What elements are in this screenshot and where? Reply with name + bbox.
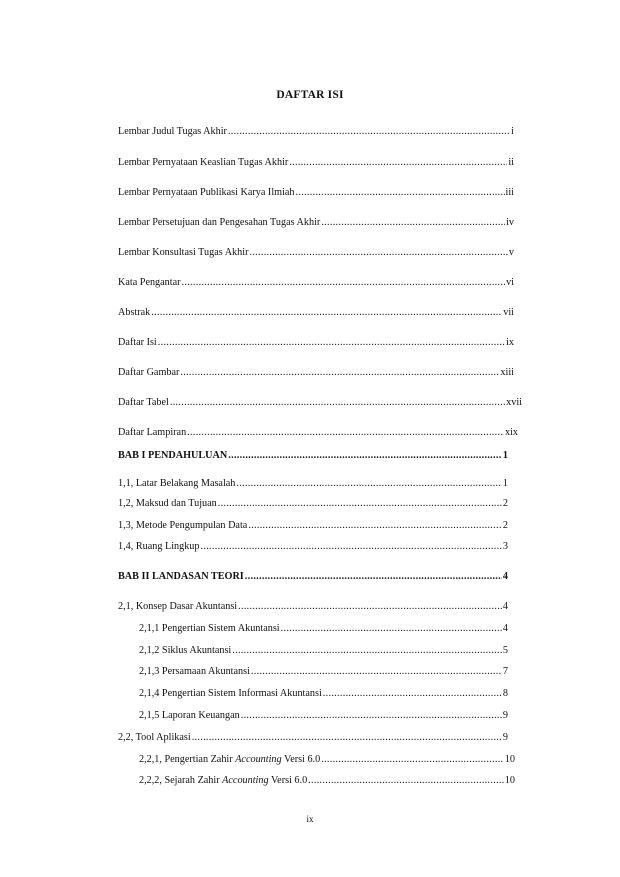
toc-entry-text: 2,1,4 Pengertian Sistem Informasi Akuntansi: [139, 688, 322, 699]
toc-entry-text: Daftar Lampiran: [118, 427, 187, 438]
toc-entry-text: Daftar Tabel: [118, 397, 169, 408]
toc-entry: [118, 156, 514, 170]
toc-leader-dots: [151, 306, 502, 320]
toc-entry: [118, 396, 522, 410]
toc-entry-text: 2,1,5 Laporan Keuangan: [139, 710, 240, 721]
toc-leader-dots: [245, 570, 502, 584]
toc-entry-text: 2,1,1 Pengertian Sistem Akuntansi: [139, 623, 280, 634]
toc-entry-text-italic: Accounting: [222, 775, 269, 786]
page-title: DAFTAR ISI: [276, 89, 344, 101]
toc-entry-text: Lembar Pernyataan Keaslian Tugas Akhir: [118, 157, 289, 168]
toc-entry: [118, 477, 508, 491]
toc-entry-text: Lembar Judul Tugas Akhir: [118, 126, 227, 137]
toc-entry-text: Lembar Pernyataan Publikasi Karya Ilmiah: [118, 187, 295, 198]
toc-entry: [118, 426, 518, 440]
toc-subentry: [139, 665, 508, 679]
toc-page-number: xiii: [500, 367, 514, 378]
toc-page-number: 2: [502, 520, 508, 531]
toc-entry-text-pre: 2,2,1, Pengertian Zahir: [139, 754, 236, 765]
toc-entry: [118, 540, 508, 554]
toc-leader-dots: [232, 644, 502, 658]
toc-page-number: v: [508, 247, 514, 258]
toc-entry-text: 2,1,3 Persamaan Akuntansi: [139, 666, 250, 677]
toc-page-number: xvii: [506, 397, 522, 408]
toc-entry-text: 1,1, Latar Belakang Masalah: [118, 478, 236, 489]
toc-entry-text: Lembar Persetujuan dan Pengesahan Tugas Akhir: [118, 217, 321, 228]
toc-page-number: 7: [502, 666, 508, 677]
toc-chapter: [118, 449, 508, 463]
toc-leader-dots: [182, 276, 506, 290]
toc-leader-dots: [251, 665, 502, 679]
toc-entry-text: 2,1, Konsep Dasar Akuntansi: [118, 601, 238, 612]
toc-entry: [118, 519, 508, 533]
toc-entry-text-pre: 2,2,2, Sejarah Zahir: [139, 775, 223, 786]
toc-page-number: 5: [502, 645, 508, 656]
toc-page-number: 2: [502, 498, 508, 509]
toc-entry: [118, 600, 508, 614]
toc-entry: [118, 276, 514, 290]
toc-entry: [118, 186, 514, 200]
toc-page-number: xix: [504, 427, 518, 438]
toc-entry-text: 1,4, Ruang Lingkup: [118, 541, 200, 552]
toc-leader-dots: [180, 366, 499, 380]
toc-page-number: 4: [502, 601, 508, 612]
toc-leader-dots: [321, 216, 505, 230]
toc-entry-text: [139, 753, 320, 767]
toc-entry: [118, 216, 514, 230]
toc-page-number: i: [511, 126, 514, 137]
toc-chapter-text: BAB II LANDASAN TEORI: [118, 571, 244, 582]
toc-entry-text: 2,1,2 Siklus Akuntansi: [139, 645, 232, 656]
toc-subentry: [139, 709, 508, 723]
toc-leader-dots: [170, 396, 505, 410]
toc-leader-dots: [321, 753, 504, 767]
toc-entry: [118, 497, 508, 511]
toc-page-number: 3: [502, 541, 508, 552]
toc-entry-text: Kata Pengantar: [118, 277, 181, 288]
toc-leader-dots: [187, 426, 504, 440]
toc-leader-dots: [192, 731, 502, 745]
toc-page-number: 1: [502, 450, 508, 461]
toc-page-number: 8: [502, 688, 508, 699]
toc-page-number: 1: [502, 478, 508, 489]
toc-leader-dots: [308, 774, 504, 788]
toc-subentry: [139, 622, 508, 636]
toc-leader-dots: [228, 449, 502, 463]
toc-leader-dots: [158, 336, 505, 350]
toc-page-number: ii: [508, 157, 514, 168]
toc-subentry: [139, 687, 508, 701]
toc-entry: [118, 306, 514, 320]
toc-leader-dots: [228, 125, 510, 139]
toc-entry: [118, 246, 514, 260]
toc-page-number: 10: [504, 775, 515, 786]
toc-subentry: [139, 644, 508, 658]
toc-entry: [118, 731, 508, 745]
toc-page-number: iii: [505, 187, 514, 198]
toc-leader-dots: [249, 246, 507, 260]
toc-page-number: ix: [506, 337, 514, 348]
toc-page-number: iv: [506, 217, 514, 228]
toc-chapter-text: BAB I PENDAHULUAN: [118, 450, 228, 461]
toc-page-number: 9: [502, 732, 508, 743]
toc-entry-text: Daftar Gambar: [118, 367, 180, 378]
toc-entry: [118, 336, 514, 350]
toc-page-number: 4: [502, 623, 508, 634]
toc-leader-dots: [218, 497, 502, 511]
toc-entry-text: 1,2, Maksud dan Tujuan: [118, 498, 217, 509]
toc-subentry: [139, 753, 515, 767]
toc-entry-text: [139, 774, 307, 788]
toc-entry: [118, 366, 514, 380]
page-footer-number: ix: [306, 814, 314, 824]
toc-entry-text: Daftar Isi: [118, 337, 157, 348]
toc-entry-text: 1,3, Metode Pengumpulan Data: [118, 520, 248, 531]
toc-leader-dots: [201, 540, 502, 554]
toc-leader-dots: [238, 600, 502, 614]
toc-leader-dots: [296, 186, 505, 200]
toc-entry: [118, 125, 514, 139]
toc-subentry: [139, 774, 515, 788]
toc-page-number: vii: [503, 307, 514, 318]
toc-leader-dots: [248, 519, 502, 533]
toc-entry-text: Lembar Konsultasi Tugas Akhir: [118, 247, 249, 258]
toc-leader-dots: [289, 156, 507, 170]
toc-leader-dots: [236, 477, 502, 491]
toc-leader-dots: [281, 622, 502, 636]
toc-entry-text-post: Versi 6.0: [268, 775, 308, 786]
toc-page-number: 10: [504, 754, 515, 765]
toc-page-number: 9: [502, 710, 508, 721]
toc-entry-text: Abstrak: [118, 307, 151, 318]
toc-leader-dots: [241, 709, 502, 723]
toc-page-number: vi: [506, 277, 514, 288]
toc-chapter: [118, 570, 508, 584]
toc-entry-text: 2,2, Tool Aplikasi: [118, 732, 191, 743]
toc-entry-text-italic: Accounting: [235, 754, 282, 765]
toc-page-number: 4: [502, 571, 508, 582]
toc-entry-text-post: Versi 6.0: [281, 754, 321, 765]
toc-leader-dots: [323, 687, 502, 701]
